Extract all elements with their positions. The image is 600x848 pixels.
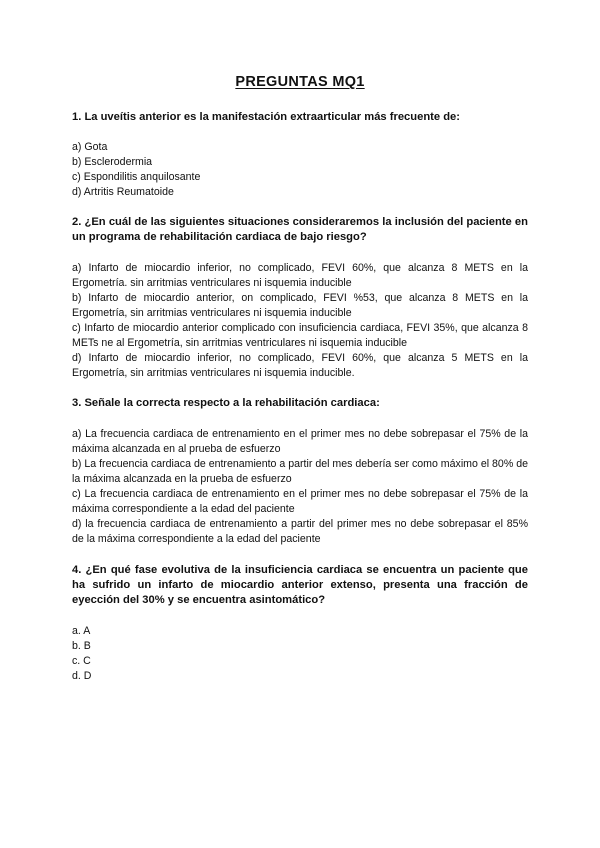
question-1-option-d: d) Artritis Reumatoide — [72, 186, 174, 198]
question-4-option-d: d. D — [72, 670, 92, 682]
question-3-option-d: d) la frecuencia cardiaca de entrenamiento a partir del primer mes no debe sobrepasar el 85% de la máxima correspondiente a la edad del paciente — [72, 518, 528, 545]
question-1-options — [72, 140, 528, 200]
question-2 — [72, 215, 528, 381]
question-4-option-b: b. B — [72, 640, 91, 652]
question-1-option-b: b) Esclerodermia — [72, 156, 153, 168]
question-2-option-a: a) Infarto de miocardio inferior, no complicado, FEVI 60%, que alcanza 8 METS en la Ergometría. sin arritmias ventriculares ni isquemia inducible — [72, 262, 528, 289]
page-title: PREGUNTAS MQ1 — [235, 74, 365, 90]
question-4-option-a: a. A — [72, 625, 91, 637]
question-2-option-b: b) Infarto de miocardio anterior, on complicado, FEVI %53, que alcanza 8 METS en la Ergometría, sin arritmias ventriculares ni isquemia inducible — [72, 292, 528, 319]
question-2-text: 2. ¿En cuál de las siguientes situaciones consideraremos la inclusión del paciente en un programa de rehabilitación cardiaca de bajo riesgo? — [72, 216, 528, 243]
question-1 — [72, 110, 528, 200]
question-2-option-d: d) Infarto de miocardio inferior, no complicado, FEVI 60%, que alcanza 5 METS en la Ergometría, sin arritmias ventriculares ni isquemia inducible. — [72, 352, 528, 379]
question-4-text: 4. ¿En qué fase evolutiva de la insuficiencia cardiaca se encuentra un paciente que ha sufrido un infarto de miocardio anterior extenso, presenta una fracción de eyección del 30% y se encuentra asintomático? — [72, 564, 528, 606]
question-1-text: 1. La uveítis anterior es la manifestación extraarticular más frecuente de: — [72, 111, 460, 123]
question-3-option-b: b) La frecuencia cardiaca de entrenamiento a partir del mes debería ser como máximo el 80% de la máxima alcanzada en la prueba de esfuerzo — [72, 458, 528, 485]
question-4-option-c: c. C — [72, 655, 91, 667]
question-1-option-c: c) Espondilitis anquilosante — [72, 171, 201, 183]
question-4 — [72, 563, 528, 684]
question-2-option-c: c) Infarto de miocardio anterior complicado con insuficiencia cardiaca, FEVI 35%, que alcanza 8 METs ne al Ergometría, sin arritmias ventriculares ni isquemia inducible — [72, 322, 528, 349]
question-3-option-c: c) La frecuencia cardiaca de entrenamiento en el primer mes no debe sobrepasar el 75% de la máxima correspondiente a la edad del paciente — [72, 488, 528, 515]
question-3-text: 3. Señale la correcta respecto a la rehabilitación cardiaca: — [72, 397, 380, 409]
question-1-option-a: a) Gota — [72, 141, 108, 153]
question-3-options — [72, 427, 528, 547]
question-4-options — [72, 624, 528, 684]
question-3 — [72, 396, 528, 547]
question-2-options — [72, 261, 528, 381]
question-3-option-a: a) La frecuencia cardiaca de entrenamiento en el primer mes no debe sobrepasar el 75% de la máxima alcanzada en al prueba de esfuerzo — [72, 428, 528, 455]
